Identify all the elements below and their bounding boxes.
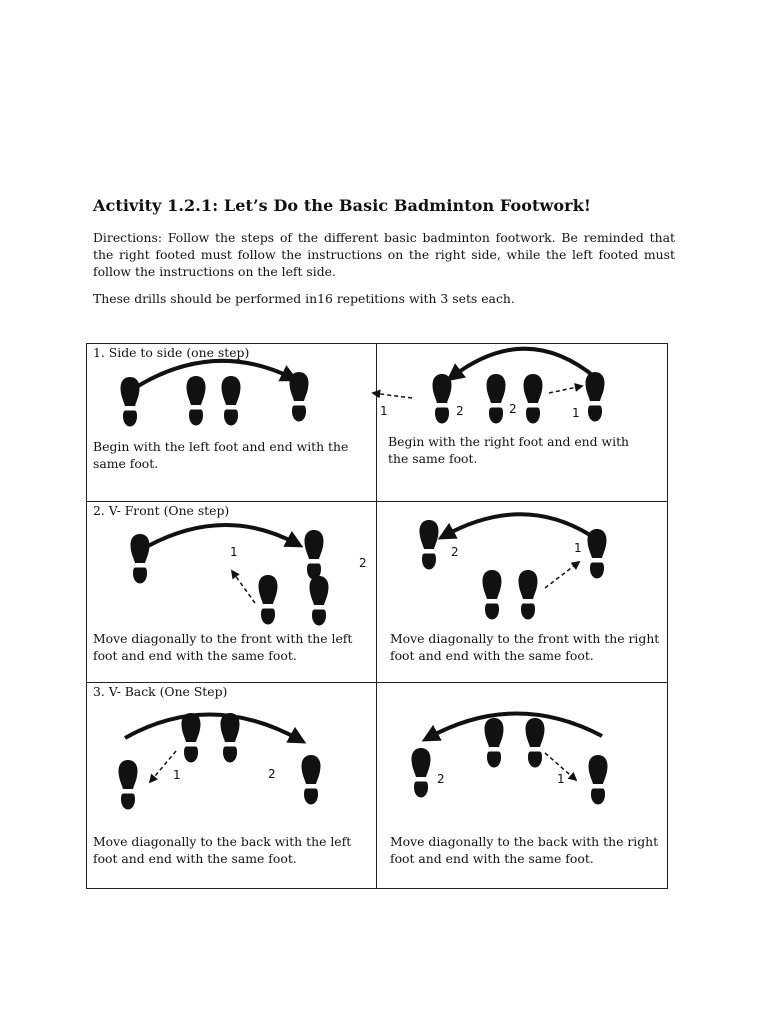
caption-vback-right: Move diagonally to the back with the right foot and end with the same foot. xyxy=(390,834,659,866)
step-number: 2 xyxy=(268,767,276,781)
caption-side-right: Begin with the right foot and end with the same foot. xyxy=(388,434,630,466)
row-label-side-to-side: 1. Side to side (one step) xyxy=(93,345,250,360)
caption-vfront-right: Move diagonally to the front with the right foot and end with the same foot. xyxy=(390,631,660,663)
table-row-divider xyxy=(86,501,668,502)
step-number: 1 xyxy=(230,545,238,559)
step-number: 2 xyxy=(437,772,445,786)
directions-text: Directions: Follow the steps of the different basic badminton footwork. Be reminded that the right footed must follow the instructions on the right side, while the left footed must follow the instructions on the left side. xyxy=(93,230,675,279)
step-number: 2 xyxy=(509,402,517,416)
caption-side-left: Begin with the left foot and end with the same foot. xyxy=(93,439,349,471)
step-number: 1 xyxy=(574,541,582,555)
step-number: 1 xyxy=(557,772,565,786)
step-number: 2 xyxy=(451,545,459,559)
table-column-divider xyxy=(376,343,377,889)
table-row-divider xyxy=(86,682,668,683)
row-label-v-front: 2. V- Front (One step) xyxy=(93,503,230,518)
footwork-table xyxy=(86,343,668,889)
step-number: 2 xyxy=(359,556,367,570)
caption-vback-left: Move diagonally to the back with the left foot and end with the same foot. xyxy=(93,834,352,866)
step-number: 2 xyxy=(456,404,464,418)
step-number: 1 xyxy=(380,404,388,418)
step-number: 1 xyxy=(572,406,580,420)
page-title: Activity 1.2.1: Let’s Do the Basic Badminton Footwork! xyxy=(93,196,592,215)
repetitions-text: These drills should be performed in16 repetitions with 3 sets each. xyxy=(93,291,515,306)
row-label-v-back: 3. V- Back (One Step) xyxy=(93,684,228,699)
caption-vfront-left: Move diagonally to the front with the left foot and end with the same foot. xyxy=(93,631,353,663)
step-number: 1 xyxy=(173,768,181,782)
